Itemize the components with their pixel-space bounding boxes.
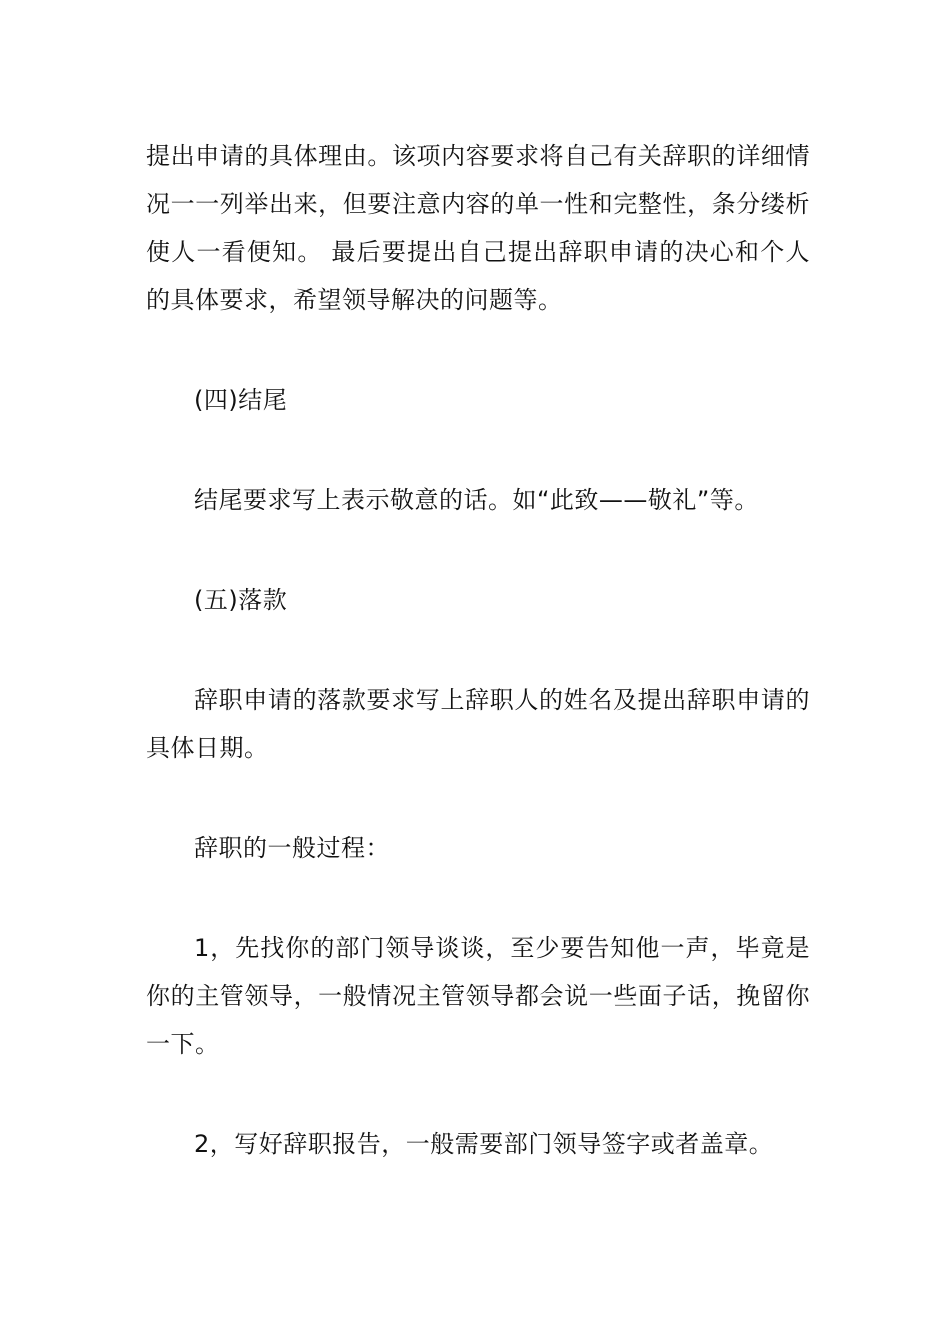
heading-signature: (五)落款: [194, 586, 288, 614]
paragraph-step-1: 1，先找你的部门领导谈谈，至少要告知他一声，毕竟是你的主管领导，一般情况主管领导都会说一些面子话，挽留你一下。: [146, 934, 810, 1058]
document-body: [146, 132, 810, 1168]
heading-process: 辞职的一般过程：: [194, 834, 390, 862]
paragraph-step-2: 2，写好辞职报告，一般需要部门领导签字或者盖章。: [194, 1130, 774, 1158]
paragraph-ending: 结尾要求写上表示敬意的话。如“此致——敬礼”等。: [194, 486, 759, 514]
heading-ending: (四)结尾: [194, 386, 288, 414]
paragraph-signature: 辞职申请的落款要求写上辞职人的姓名及提出辞职申请的具体日期。: [146, 686, 810, 762]
paragraph-reason: 提出申请的具体理由。该项内容要求将自己有关辞职的详细情况一一列举出来，但要注意内容的单一性和完整性，条分缕析使人一看便知。 最后要提出自己提出辞职申请的决心和个人的具体要求，希望领导解决的问题等。: [146, 142, 810, 314]
